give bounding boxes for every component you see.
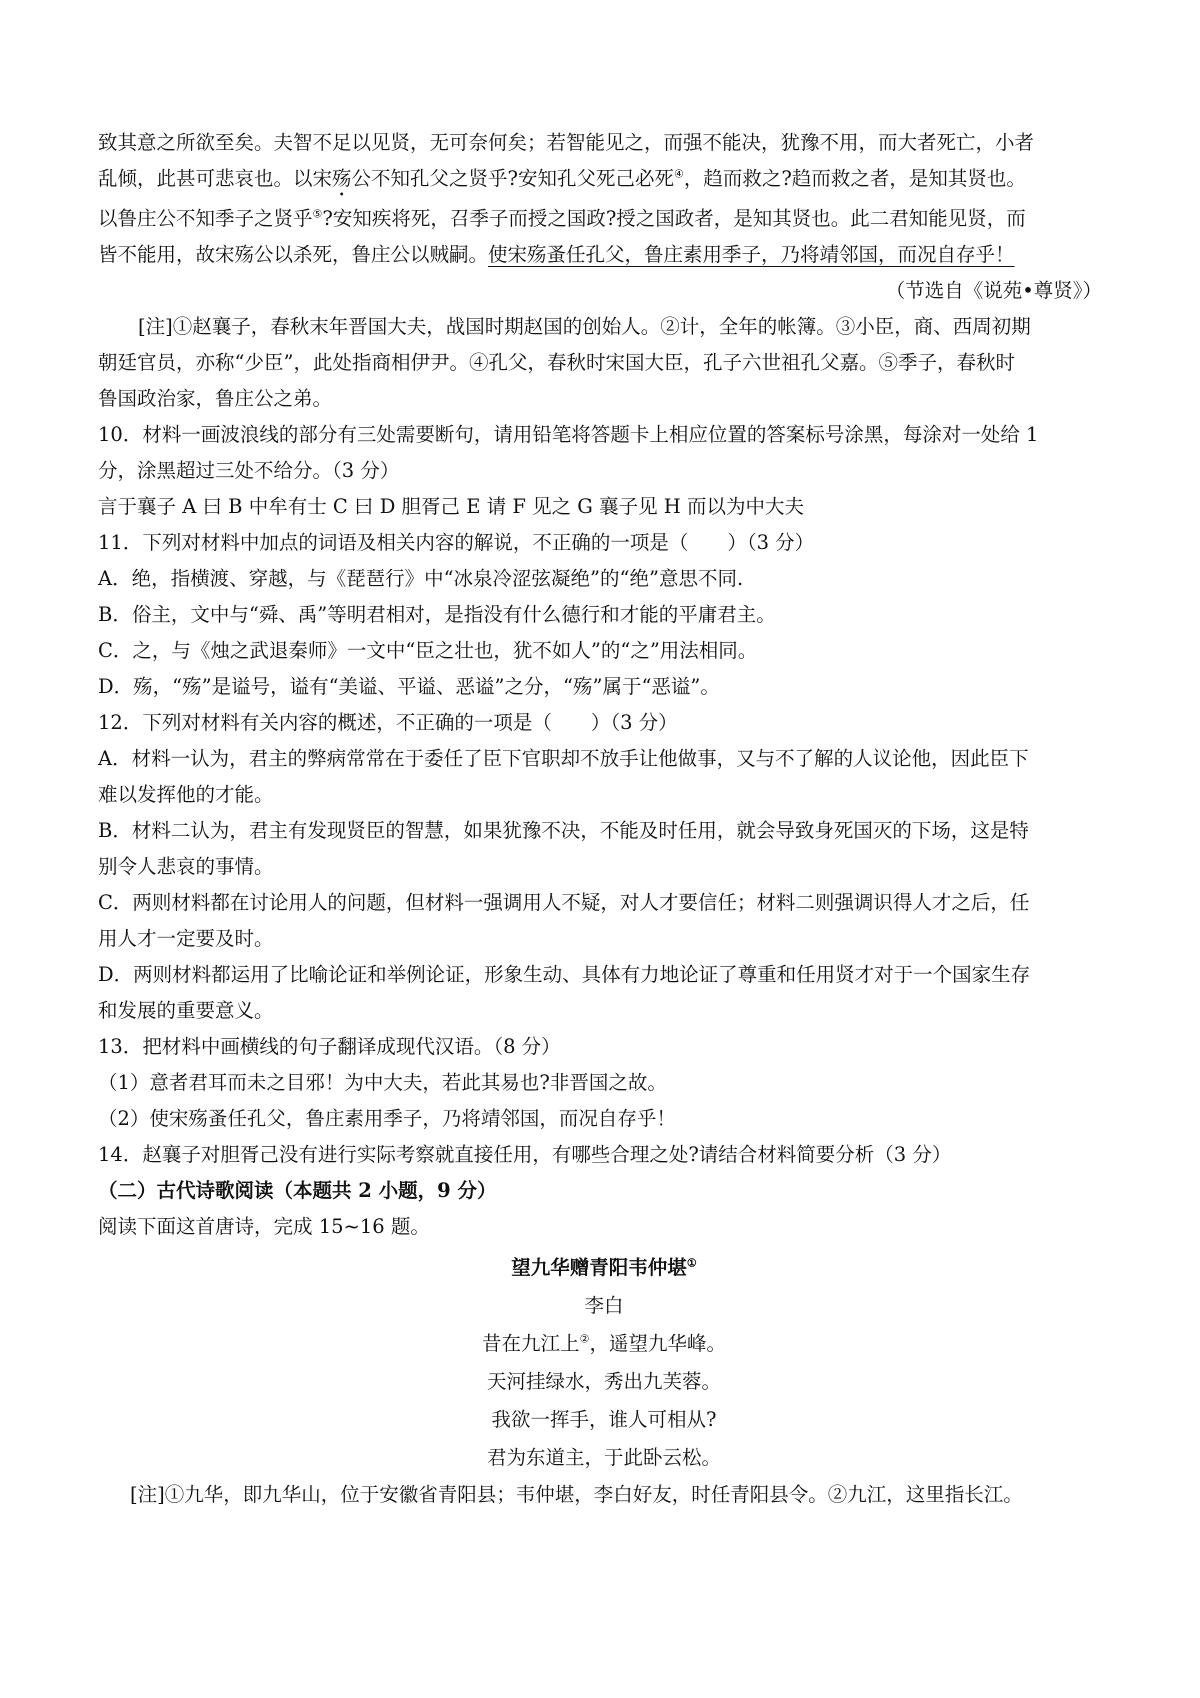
question-stem: 12．下列对材料有关内容的概述，不正确的一项是（ ）（3 分） (98, 711, 678, 734)
note-line: [注]①赵襄子，春秋末年晋国大夫，战国时期赵国的创始人。②计，全年的帐簿。③小臣，商、西周初期 (138, 315, 1031, 338)
note-line: 鲁国政治家，鲁庄公之弟。 (98, 387, 333, 410)
option-c: C．两则材料都在讨论用人的问题，但材料一强调用人不疑，对人才要信任；材料二则强调识得人才之后，任 (98, 891, 1030, 914)
section-poetry (98, 1173, 1110, 1245)
footnote-marker: ④ (674, 167, 684, 181)
sub-question-2: （2）使宋殇蚤任孔父，鲁庄素用季子，乃将靖邻国，而况自存乎！ (98, 1107, 676, 1130)
passage-line: 致其意之所欲至矣。夫智不足以见贤，无可奈何矣；若智能见之，而强不能决，犹豫不用，而大者死亡，小者 (98, 131, 1035, 154)
poem-title-text: 望九华赠青阳韦仲堪 (511, 1256, 687, 1279)
passage-text: 公不知孔父之贤乎?安知孔父死己必死 (351, 167, 674, 190)
option-b: B．俗主，文中与“舜、禹”等明君相对，是指没有什么德行和才能的平庸君主。 (98, 603, 776, 626)
emphasized-char: 殇 (332, 167, 352, 190)
option-a: A．材料一认为，君主的弊病常常在于委任了臣下官职却不放手让他做事，又与不了解的人议论他，因此臣下 (98, 747, 1029, 770)
footnote-marker: ② (579, 1332, 590, 1346)
question-stem: 10．材料一画波浪线的部分有三处需要断句，请用铅笔将答题卡上相应位置的答案标号涂黑，每涂对一处给 1 (98, 423, 1039, 446)
option-a: A．绝，指横渡、穿越，与《琵琶行》中“冰泉冷涩弦凝绝”的“绝”意思不同. (98, 567, 744, 590)
option-b-cont: 别令人悲哀的事情。 (98, 855, 274, 878)
passage-line (98, 161, 1110, 201)
poem-notes (98, 1477, 1110, 1513)
poem-text: ，遥望九华峰。 (589, 1332, 726, 1355)
passage-text: ，趋而救之?趋而救之者，是知其贤也。 (683, 167, 1026, 190)
option-d: D．两则材料都运用了比喻论证和举例论证，形象生动、具体有力地论证了尊重和任用贤才对于一个国家生存 (98, 963, 1031, 986)
poem-line (98, 1325, 1110, 1363)
question-13 (98, 1029, 1110, 1137)
option-b: B．材料二认为，君主有发现贤臣的智慧，如果犹豫不决，不能及时任用，就会导致身死国灭的下场，这是特 (98, 819, 1029, 842)
passage-text: ?安知疾将死，召季子而授之国政?授之国政者，是知其贤也。此二君知能见贤，而 (322, 207, 1026, 230)
option-c-cont: 用人才一定要及时。 (98, 927, 274, 950)
poem (98, 1249, 1110, 1477)
question-10 (98, 417, 1110, 525)
passage-text: 乱倾，此甚可悲哀也。以宋 (98, 167, 333, 190)
passage-text: 以鲁庄公不知季子之贤乎 (98, 207, 313, 230)
poem-text: 昔在九江上 (482, 1332, 580, 1355)
option-c: C．之，与《烛之武退秦师》一文中“臣之壮也，犹不如人”的“之”用法相同。 (98, 639, 758, 662)
question-14 (98, 1137, 1110, 1173)
exam-page (98, 125, 1110, 1513)
option-d-cont: 和发展的重要意义。 (98, 999, 274, 1022)
note-line: [注]①九华，即九华山，位于安徽省青阳县；韦仲堪，李白好友，时任青阳县令。②九江，这里指长江。 (130, 1483, 1023, 1506)
annotation-notes (98, 309, 1110, 417)
underlined-sentence: 使宋殇蚤任孔父，鲁庄素用季子，乃将靖邻国，而况自存乎！ (488, 243, 1015, 266)
poem-line: 天河挂绿水，秀出九芙蓉。 (486, 1370, 721, 1393)
passage-excerpt (98, 125, 1110, 309)
option-a-cont: 难以发挥他的才能。 (98, 783, 274, 806)
question-stem: 分，涂黑超过三处不给分。（3 分） (98, 459, 400, 482)
note-line: 朝廷官员，亦称“少臣”，此处指商相伊尹。④孔父，春秋时宋国大臣，孔子六世祖孔父嘉。⑤季子，春秋时 (98, 351, 1015, 374)
question-11 (98, 525, 1110, 705)
poem-author: 李白 (584, 1294, 624, 1317)
source-citation: （节选自《说苑•尊贤》） (885, 279, 1102, 302)
question-stem: 14．赵襄子对胆胥己没有进行实际考察就直接任用，有哪些合理之处?请结合材料简要分析（3 分） (98, 1143, 952, 1166)
question-text: 言于襄子 A 曰 B 中牟有士 C 曰 D 胆胥己 E 请 F 见之 G 襄子见 H 而以为中大夫 (98, 495, 804, 518)
footnote-marker: ① (686, 1256, 697, 1270)
section-intro: 阅读下面这首唐诗，完成 15~16 题。 (98, 1215, 430, 1238)
poem-line: 我欲一挥手，谁人可相从? (491, 1408, 717, 1431)
passage-line (98, 237, 1110, 273)
passage-text: 皆不能用，故宋殇公以杀死，鲁庄公以贼嗣。 (98, 243, 489, 266)
section-heading: （二）古代诗歌阅读（本题共 2 小题，9 分） (98, 1179, 497, 1202)
question-12 (98, 705, 1110, 1029)
sub-question-1: （1）意者君耳而未之目邪！为中大夫，若此其易也?非晋国之故。 (98, 1071, 667, 1094)
poem-line: 君为东道主，于此卧云松。 (486, 1446, 721, 1469)
option-d: D．殇，“殇”是谥号，谥有“美谥、平谥、恶谥”之分，“殇”属于“恶谥”。 (98, 675, 720, 698)
passage-line (98, 201, 1110, 237)
question-stem: 11．下列对材料中加点的词语及相关内容的解说，不正确的一项是（ ）（3 分） (98, 531, 815, 554)
question-stem: 13．把材料中画横线的句子翻译成现代汉语。（8 分） (98, 1035, 561, 1058)
poem-title (98, 1249, 1110, 1287)
footnote-marker: ⑤ (312, 207, 323, 221)
